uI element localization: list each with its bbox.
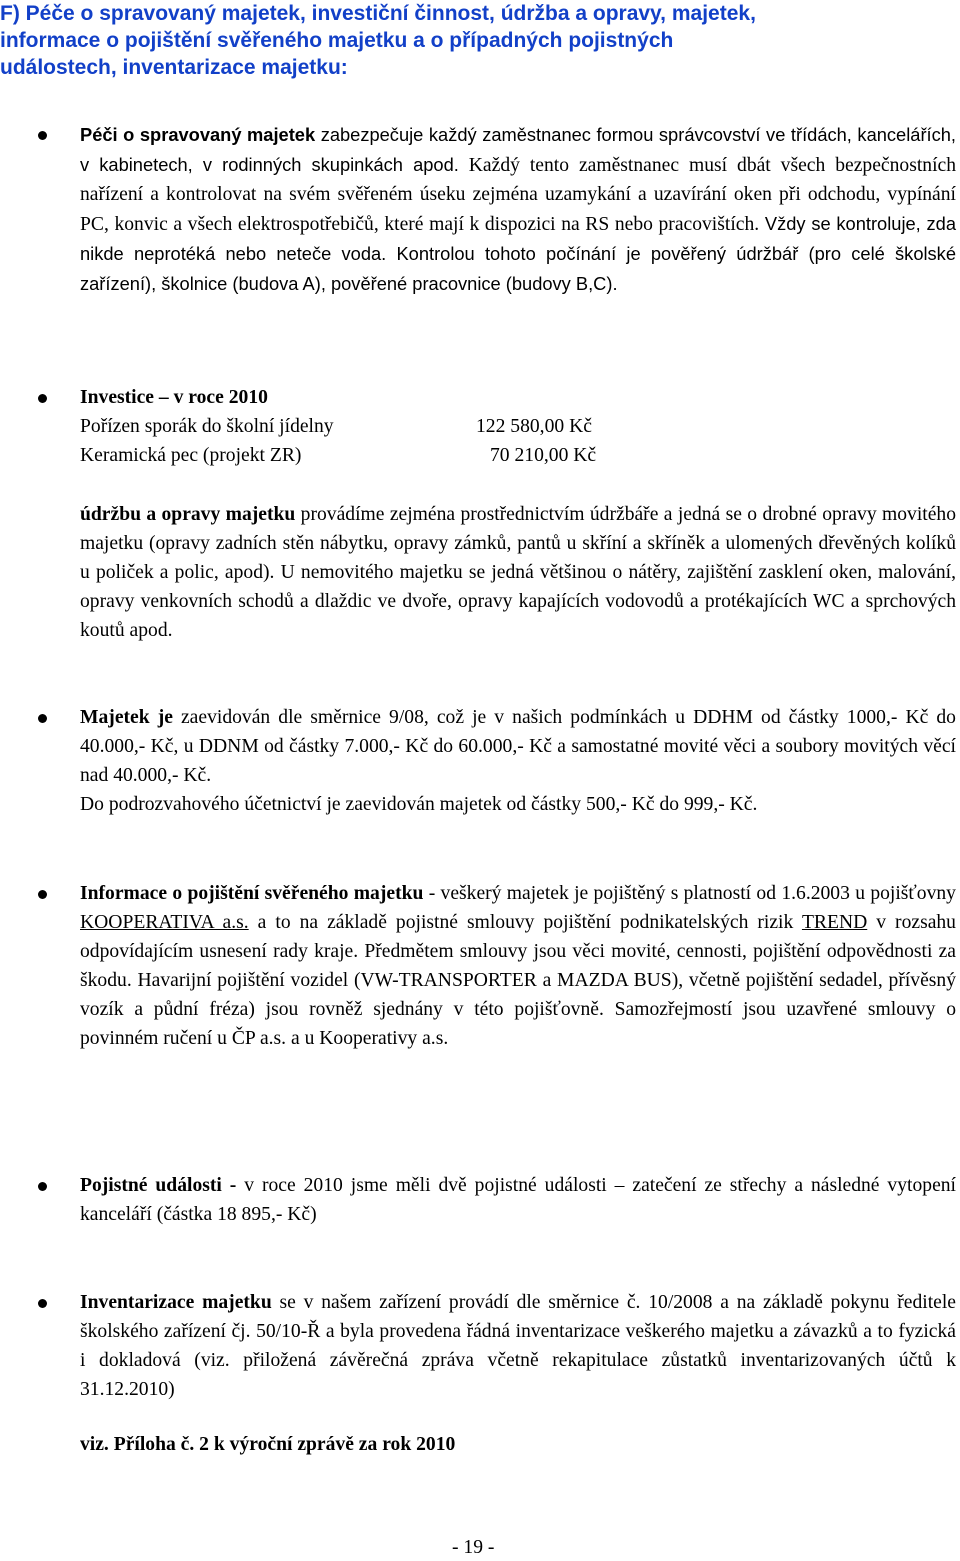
- investment-item-2-label: Keramická pec (projekt ZR): [80, 445, 302, 466]
- assets-text-2: Do podrozvahového účetnictví je zaevidován majetek od částky 500,- Kč do 999,- Kč.: [80, 794, 758, 815]
- care-text-1: zabezpečuje každý zaměstnanec formou správcovství ve třídách, kancelářích, v kabinetech, v rodinných skupinkách apod.: [80, 124, 956, 175]
- inventory-text: se v našem zařízení provádí dle směrnice č. 10/2008 a na základě pokynu ředitele školského zařízení čj. 50/10-Ř a byla provedena řádná inventarizace veškerého majetku a závazků a to fyzická i dokladová (viz. přiložená závěrečná zpráva včetně rekapitulace zůstatků inventarizovaných účtů k 31.12.2010): [80, 1292, 956, 1400]
- investment-title: Investice – v roce 2010: [80, 387, 268, 408]
- assets-text: zaevidován dle směrnice 9/08, což je v našich podmínkách u DDHM od částky 1000,- Kč do 40.000,- Kč, u DDNM od částky 7.000,- Kč do 60.000,- Kč a samostatné movité věci a soubory movitých věcí nad 40.000,- Kč.: [80, 707, 956, 786]
- care-lead: Péči o spravovaný majetek: [80, 124, 316, 145]
- investment-item-1-amount: 122 580,00 Kč: [476, 416, 592, 437]
- inventory-lead: Inventarizace majetku: [80, 1292, 272, 1313]
- care-paragraph: [80, 120, 956, 299]
- insurance-text-c: v rozsahu odpovídajícím usnesení rady kraje. Předmětem smlouvy jsou věci movité, cennosti, pojištění odpovědnosti za škodu. Havarijní pojištění vozidel (VW-TRANSPORTER a MAZDA BUS), včetně pojištění sedadel, přívěsný vozík a půdní fréza) jsou rovněž sjednány v této pojišťovně. Samozřejmostí jsou uzavřené smlouvy o povinném ručení u ČP a.s. a u Kooperativy a.s.: [80, 912, 956, 1049]
- insurance-text-a: - veškerý majetek je pojištěný s platností od 1.6.2003 u pojišťovny: [423, 883, 956, 904]
- care-text-2: Každý tento zaměstnanec musí dbát všech bezpečnostních nařízení a kontrolovat na svém svěřeném úseku zejména uzamykání a uzavírání oken při odchodu, vypínání PC, konvic a všech elektrospotřebičů, které mají k dispozici na RS nebo pracovištích.: [80, 155, 957, 235]
- claims-paragraph: [80, 1171, 956, 1229]
- heading-line-1: F) Péče o spravovaný majetek, investiční činnost, údržba a opravy, majetek,: [0, 2, 756, 25]
- investment-item-1-label: Pořízen sporák do školní jídelny: [80, 416, 334, 437]
- maintenance-paragraph: [80, 500, 956, 645]
- claims-lead: Pojistné události -: [80, 1175, 237, 1196]
- care-text-4: Kontrolou tohoto počínání je pověřený údržbář (pro celé školské zařízení), školnice (budova A), pověřené pracovnice (budovy B,C).: [80, 243, 956, 294]
- annex-reference: viz. Příloha č. 2 k výroční zprávě za rok 2010: [80, 1434, 456, 1455]
- bullet-icon: [38, 131, 47, 140]
- insurance-lead: Informace o pojištění svěřeného majetku: [80, 883, 424, 904]
- investment-item-2-amount: 70 210,00 Kč: [490, 445, 597, 466]
- bullet-icon: [38, 1299, 47, 1308]
- assets-lead: Majetek je: [80, 707, 173, 728]
- inventory-paragraph: [80, 1288, 956, 1404]
- insurer-name: KOOPERATIVA a.s.: [80, 912, 249, 933]
- trend-label: TREND: [801, 912, 868, 933]
- bullet-icon: [38, 1182, 47, 1191]
- care-text-3: Vždy se kontroluje, zda nikde neprotéká nebo neteče voda.: [80, 213, 956, 264]
- bullet-icon: [38, 394, 47, 403]
- claims-text: v roce 2010 jsme měli dvě pojistné události – zatečení ze střechy a následné vytopení kanceláří (částka 18 895,- Kč): [80, 1175, 957, 1225]
- insurance-paragraph: [80, 879, 956, 1053]
- bullet-icon: [38, 890, 47, 899]
- heading-line-3: událostech, inventarizace majetku:: [0, 56, 348, 79]
- maintenance-text: provádíme zejména prostřednictvím údržbáře a jedná se o drobné opravy movitého majetku (opravy zadních stěn nábytku, opravy zámků, pantů u skříní a skříněk a ulomených dřevěných kolíků u poliček a polic, apod). U nemovitého majetku se jedná většinou o nátěry, zajištění zasklení oken, malování, opravy venkovních schodů a dlaždic ve dvoře, opravy kapajících vodovodů a protékajících WC a sprchových koutů apod.: [80, 504, 956, 641]
- maintenance-lead: údržbu a opravy majetku: [80, 504, 296, 525]
- assets-paragraph: [80, 703, 956, 819]
- heading-line-2: informace o pojištění svěřeného majetku a o případných pojistných: [0, 29, 674, 52]
- investment-section: [80, 383, 956, 473]
- insurance-text-b: a to na základě pojistné smlouvy pojištění podnikatelských rizik: [248, 912, 802, 933]
- page-number: - 19 -: [452, 1537, 495, 1558]
- bullet-icon: [38, 714, 47, 723]
- section-heading: [0, 0, 940, 81]
